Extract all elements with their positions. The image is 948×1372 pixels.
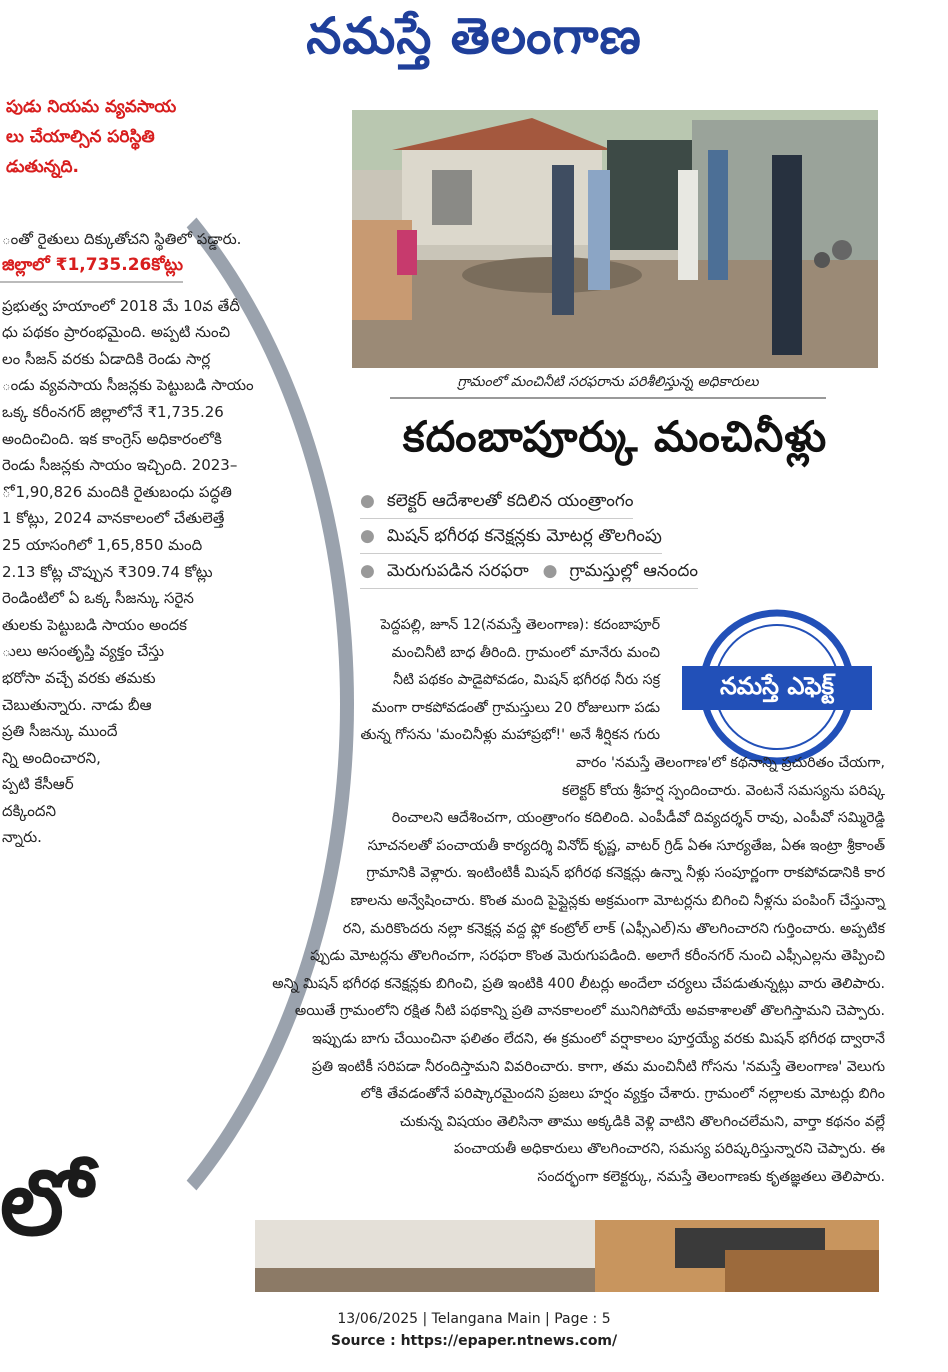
bullet-icon: ● xyxy=(360,491,375,511)
bullet-icon: ● xyxy=(360,561,375,581)
village-scene-image xyxy=(352,110,878,368)
bullet-text: మెరుగుపడిన సరఫరా xyxy=(386,561,529,581)
left-text-line: భరోసా వచ్చే వరకు తమకు xyxy=(2,668,156,687)
left-text-line: ఒక్క కరీంనగర్ జిల్లాలోనే ₹1,735.26 xyxy=(2,402,224,421)
left-text-line: ప్పటి కేసీఆర్ xyxy=(2,775,74,794)
left-text-line: ధు పథకం ప్రారంభమైంది. అప్పటి నుంచి xyxy=(2,323,231,342)
bullet-text: గ్రామస్తుల్లో ఆనందం xyxy=(569,561,699,581)
left-text-line: ో 1,90,826 మందికి రైతుబంధు పద్ధతి xyxy=(2,482,232,501)
article-body xyxy=(185,612,885,1191)
news-photo xyxy=(352,110,878,368)
body-line: అయితే గ్రామంలోని రక్షిత నీటి పథకాన్ని ప్రతి వానకాలంలో మునిగిపోయే అవకాశాలతో తొలగిస్తామని చెప్పారు. xyxy=(294,1003,885,1020)
left-big-word: లో xyxy=(0,1150,93,1256)
page-footer xyxy=(0,1308,948,1352)
bullet-item xyxy=(360,519,662,554)
left-text-line: న్ని అందించారని, xyxy=(2,748,101,767)
bullet-text: మిషన్ భగీరథ కనెక్షన్లకు మోటర్ల తొలగింపు xyxy=(386,526,662,546)
body-line: రించాలని ఆదేశించగా, యంత్రాంగం కదిలింది. ఎంపీడీవో దివ్యదర్శన్ రావు, ఎంపీవో సమ్మిరెడ్డి xyxy=(391,810,885,827)
body-line: అన్ని మిషన్ భగీరథ కనెక్షన్లకు బిగించి, ప్రతి ఇంటికి 400 లీటర్లు అందేలా చర్యలు చేపడుతున్నట్లు వారు తెలిపారు. xyxy=(272,975,885,992)
body-line: ప్రతి ఇంటికీ సరిపడా నీరందిస్తామని వివరించారు. కాగా, తమ మంచినీటి గోసను 'నమస్తే తెలంగాణ' వెలుగు xyxy=(311,1058,885,1075)
masthead-title: నమస్తే తెలంగాణ xyxy=(306,6,642,65)
left-text-line: 1 కోట్లు, 2024 వానకాలంలో చేతులెత్తే xyxy=(2,509,225,528)
body-line: పెద్దపల్లి, జూన్ 12(నమస్తే తెలంగాణ): కదంబాపూర్ xyxy=(380,617,660,633)
red-line: లు చేయాల్సిన పరిస్థితి xyxy=(6,127,155,147)
left-text-line: ప్రభుత్వ హయాంలో 2018 మే 10వ తేదీ xyxy=(2,296,240,315)
left-text-line: ులు అసంతృప్తి వ్యక్తం చేస్తు xyxy=(2,642,165,661)
footer-date-line: 13/06/2025 | Telangana Main | Page : 5 xyxy=(337,1311,611,1327)
red-line: డుతున్నది. xyxy=(6,157,80,177)
masthead xyxy=(0,0,948,80)
body-line: ప్పుడు మోటర్లను తొలగించగా, సరఫరా కొంత మెరుగుపడింది. అలాగే కరీంనగర్ నుంచి ఎఫ్సీఎల్లను తెప్పించి xyxy=(310,948,885,965)
left-text-line: తులకు పెట్టుబడి సాయం అందక xyxy=(2,615,187,634)
body-line: సూచనలతో పంచాయతీ కార్యదర్శి వినోద్ కృష్ణ, వాటర్ గ్రిడ్ ఏఈ సూర్యతేజ, ఏఈ ఇంట్రా శ్రీకాంత్ xyxy=(367,837,885,854)
bullet-icon: ● xyxy=(542,561,558,581)
left-text-line: ండు వ్యవసాయ సీజన్లకు పెట్టుబడి సాయం xyxy=(2,376,254,395)
left-lead-line: ంతో రైతులు దిక్కుతోచని స్థితిలో పడ్డారు. xyxy=(2,230,242,248)
body-line: లోకి తేవడంతోనే పరిష్కారమైందని ప్రజలు హర్షం వ్యక్తం చేశారు. గ్రామంలో నల్లాలకు మోటర్లు బిగిం xyxy=(360,1086,885,1103)
left-text-line: ప్రతి సీజన్కు ముందే xyxy=(2,722,118,741)
photo-caption: గ్రామంలో మంచినీటి సరఫరాను పరిశీలిస్తున్న అధికారులు xyxy=(390,374,826,399)
body-line: ణాలను అన్వేషించారు. కొంత మంది పైప్లైన్లకు అక్రమంగా మోటర్లను బిగించి నీళ్లను పంపింగ్ చేస్తున్నా xyxy=(350,892,885,909)
left-red-text xyxy=(0,92,300,182)
body-line: మంచినీటి బాధ తీరింది. గ్రామంలో మానేరు మంచి xyxy=(391,644,660,661)
article-headline: కదంబాపూర్కు మంచినీళ్లు xyxy=(402,412,828,461)
left-subhead: జిల్లాలో ₹1,735.26కోట్లు xyxy=(0,255,183,283)
body-line: మంగా రాకపోవడంతో గ్రామస్తులు 20 రోజులుగా పడు xyxy=(371,699,660,716)
building-image xyxy=(255,1220,879,1292)
body-line: వారం 'నమస్తే తెలంగాణ'లో కథనాన్ని ప్రచురితం చేయగా, xyxy=(576,754,885,771)
seal-text: నమస్తే ఎఫెక్ట్ xyxy=(719,672,835,700)
bullet-item xyxy=(360,484,633,519)
bullet-text: కలెక్టర్ ఆదేశాలతో కదిలిన యంత్రాంగం xyxy=(386,491,634,511)
left-text-line: 2.13 కోట్ల చొప్పున ₹309.74 కోట్లు xyxy=(2,562,213,581)
red-line: పుడు నియమ వ్యవసాయ xyxy=(6,97,177,117)
left-text-line: అందించింది. ఇక కాంగ్రెస్ అధికారంలోకి xyxy=(2,429,222,448)
body-line: కలెక్టర్ కోయ శ్రీహర్ష స్పందించారు. వెంటనే సమస్యను పరిష్క xyxy=(562,782,885,799)
left-text-line: దక్కిందని xyxy=(2,801,57,820)
body-line: నీటి పథకం పాడైపోవడం, మిషన్ భగీరథ నీరు సక్ర xyxy=(393,672,660,689)
body-line: గ్రామానికి వెళ్లారు. ఇంటింటికీ మిషన్ భగీరథ కనెక్షన్లు ఉన్నా నీళ్లు సంపూర్ణంగా రాకపోవడానికి కార xyxy=(366,865,885,882)
bullet-item xyxy=(360,554,698,589)
body-line: తున్న గోసను 'మంచినీళ్లు మహాప్రభో!' అనే శీర్షికన గురు xyxy=(360,727,660,744)
article-bullets xyxy=(360,484,870,589)
bottom-photo xyxy=(255,1220,879,1292)
footer-source-line: Source : https://epaper.ntnews.com/ xyxy=(330,1333,618,1349)
left-text-line: రెండు సీజన్లకు సాయం ఇచ్చింది. 2023– xyxy=(2,456,238,475)
body-line: చుకున్న విషయం తెలిసినా తాము అక్కడికి వెళ్లి వాటిని తొలగించలేమని, వార్తా కథనం వల్లే xyxy=(399,1113,885,1130)
body-line: సందర్భంగా కలెక్టర్కు, నమస్తే తెలంగాణకు కృతజ్ఞతలు తెలిపారు. xyxy=(537,1168,885,1185)
body-line: పంచాయతీ అధికారులు తొలగించారని, సమస్య పరిష్కరిస్తున్నారని చెప్పారు. ఈ xyxy=(453,1141,885,1158)
left-text-line: న్నారు. xyxy=(2,828,42,847)
body-line: రని, మరికొందరు నల్లా కనెక్షన్ల వద్ద ఫ్లో కంట్రోల్ లాక్ (ఎఫ్సీఎల్)ను తొలగించారని గుర్తించారు. అప్పటిక xyxy=(342,920,885,937)
left-text-line: చెబుతున్నారు. నాడు బీఆ xyxy=(2,695,152,714)
left-text-line: 25 యాసంగిలో 1,65,850 మంది xyxy=(2,535,203,554)
left-text-line: లం సీజన్ వరకు ఏడాదికి రెండు సార్ల xyxy=(2,349,211,368)
body-line: ఇప్పుడు బాగు చేయించినా ఫలితం లేదని, ఈ క్రమంలో వర్షాకాలం పూర్తయ్యే వరకు మిషన్ భగీరథ ద్వారానే xyxy=(312,1030,885,1047)
bullet-icon: ● xyxy=(360,526,375,546)
left-text-line: రెండింటిలో ఏ ఒక్క సీజన్కు సరైన xyxy=(2,589,194,608)
